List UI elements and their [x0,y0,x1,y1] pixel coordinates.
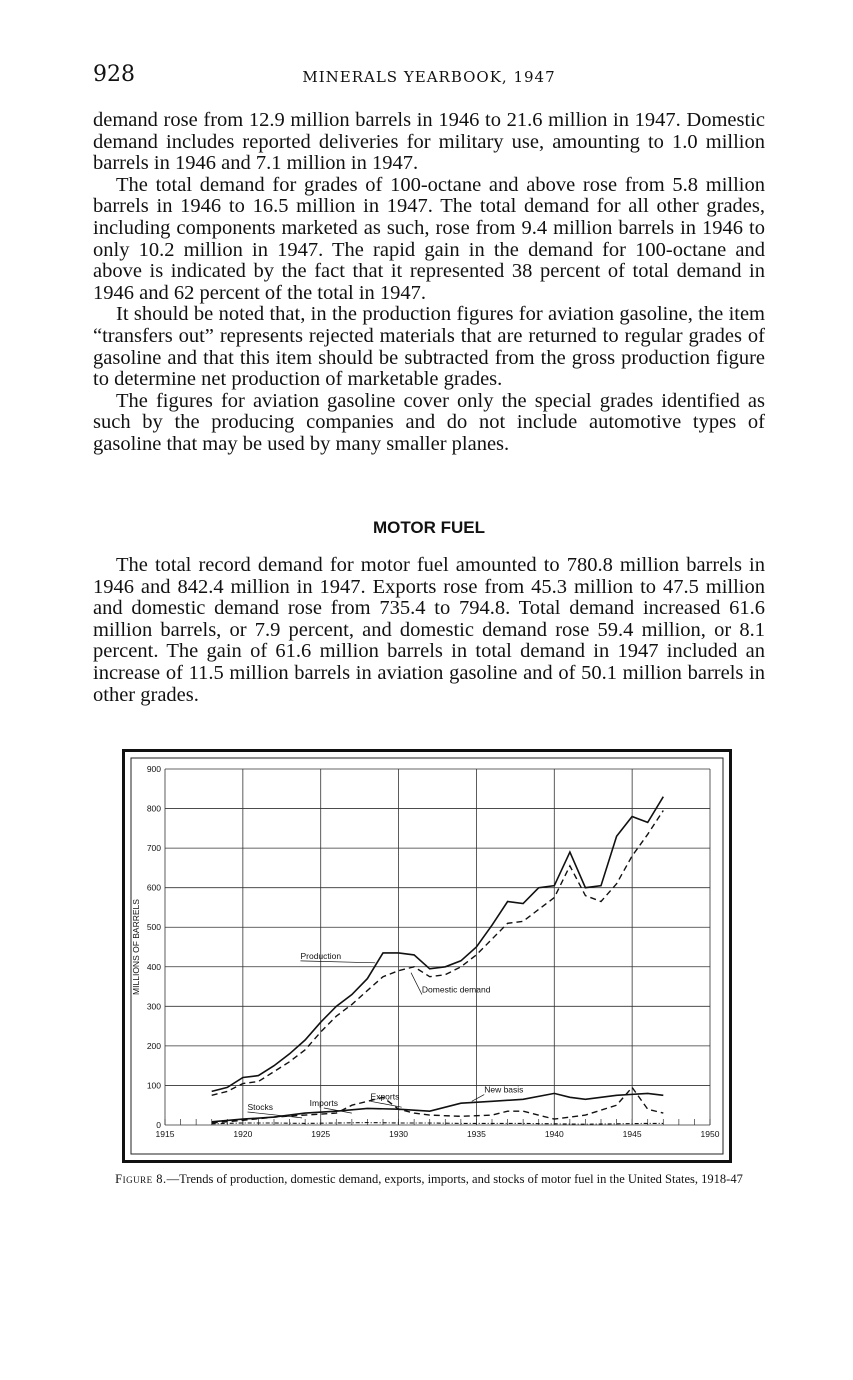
section-title: MOTOR FUEL [372,518,486,537]
paragraph: It should be noted that, in the production figures for aviation gasoline, the item “transfers out” represents rejected materials that are returned to regular grades of gasoline and that this item should be subtracted from the gross production figure to determine net production of marketable grades. [93,303,765,391]
annotation-label: Exports [370,1091,400,1102]
annotation-label: Domestic demand [421,984,491,995]
annotation-leader [300,961,375,963]
caption-lead: Figure 8. [115,1172,167,1186]
x-tick-label: 1950 [700,1129,720,1139]
x-tick-label: 1925 [311,1129,331,1139]
y-tick-label: 100 [146,1080,161,1091]
y-tick-label: 400 [146,961,161,972]
paragraph: The total record demand for motor fuel amounted to 780.8 million barrels in 1946 and 842.4 million in 1947. Exports rose from 45.3 million to 47.5 million and domestic demand rose from 735.4 to 794.8. Total demand increased 61.6 million barrels, or 7.9 percent, and domestic demand rose 59.4 million, or 8.1 percent. The gain of 61.6 million barrels in total demand in 1947 included an increase of 11.5 million barrels in aviation gasoline and of 50.1 million barrels in other grades. [93,554,765,706]
x-tick-label: 1945 [622,1129,642,1139]
paragraph: The figures for aviation gasoline cover only the special grades identified as such by the producing companies and do not include automotive types of gasoline that may be used by many smaller planes. [93,389,765,455]
running-title: MINERALS YEARBOOK, 1947 [302,68,556,86]
trend-chart [125,752,729,1160]
y-tick-label: 300 [146,1001,161,1012]
x-tick-label: 1940 [544,1129,564,1139]
x-tick-label: 1935 [466,1129,486,1139]
caption-text: —Trends of production, domestic demand, exports, imports, and stocks of motor fuel in the United States, 1918-47 [166,1172,743,1186]
annotation-label: Production [300,950,342,961]
x-tick-label: 1920 [233,1129,253,1139]
series-line-exports [212,1093,664,1121]
page-number: 928 [93,62,135,87]
y-tick-label: 200 [146,1040,161,1051]
series-line-imports [212,1084,664,1123]
y-axis-label: MILLIONS OF BARRELS [131,899,141,995]
y-tick-label: 700 [146,843,161,854]
series-line-stocks [212,1123,664,1125]
annotation-label: Stocks [247,1101,274,1112]
annotation-leader [411,973,422,995]
annotation-leader [472,1095,484,1102]
figure-frame [122,749,732,1163]
annotation-label: Imports [309,1098,339,1109]
body-text-motor-fuel [93,555,765,706]
paragraph: The total demand for grades of 100-octane and above rose from 5.8 million barrels in 1946 to 16.5 million in 1947. The total demand for all other grades, including components marketed as such, rose from 9.4 million barrels in 1946 to only 10.2 million in 1947. The rapid gain in the demand for 100-octane and above is indicated by the fact that it represented 38 percent of total demand in 1946 and 62 percent of the total in 1947. [93,173,765,304]
series-line-domestic-demand [212,811,664,1096]
y-tick-label: 800 [146,803,161,814]
series-line-production [212,797,664,1092]
figure-caption [93,1173,765,1186]
y-tick-label: 900 [146,764,161,774]
y-tick-label: 500 [146,922,161,933]
y-tick-label: 0 [156,1120,161,1130]
page-header [93,62,765,90]
paragraph: demand rose from 12.9 million barrels in 1946 to 21.6 million in 1947. Domestic demand includes reported deliveries for military use, amounting to 1.0 million barrels in 1946 and 7.1 million in 1947. [93,109,765,175]
body-text-top [93,110,765,456]
annotation-leader [371,1101,402,1107]
x-tick-label: 1915 [155,1129,175,1139]
annotation-label: New basis [484,1084,524,1095]
y-tick-label: 600 [146,882,161,893]
x-tick-label: 1930 [389,1129,409,1139]
